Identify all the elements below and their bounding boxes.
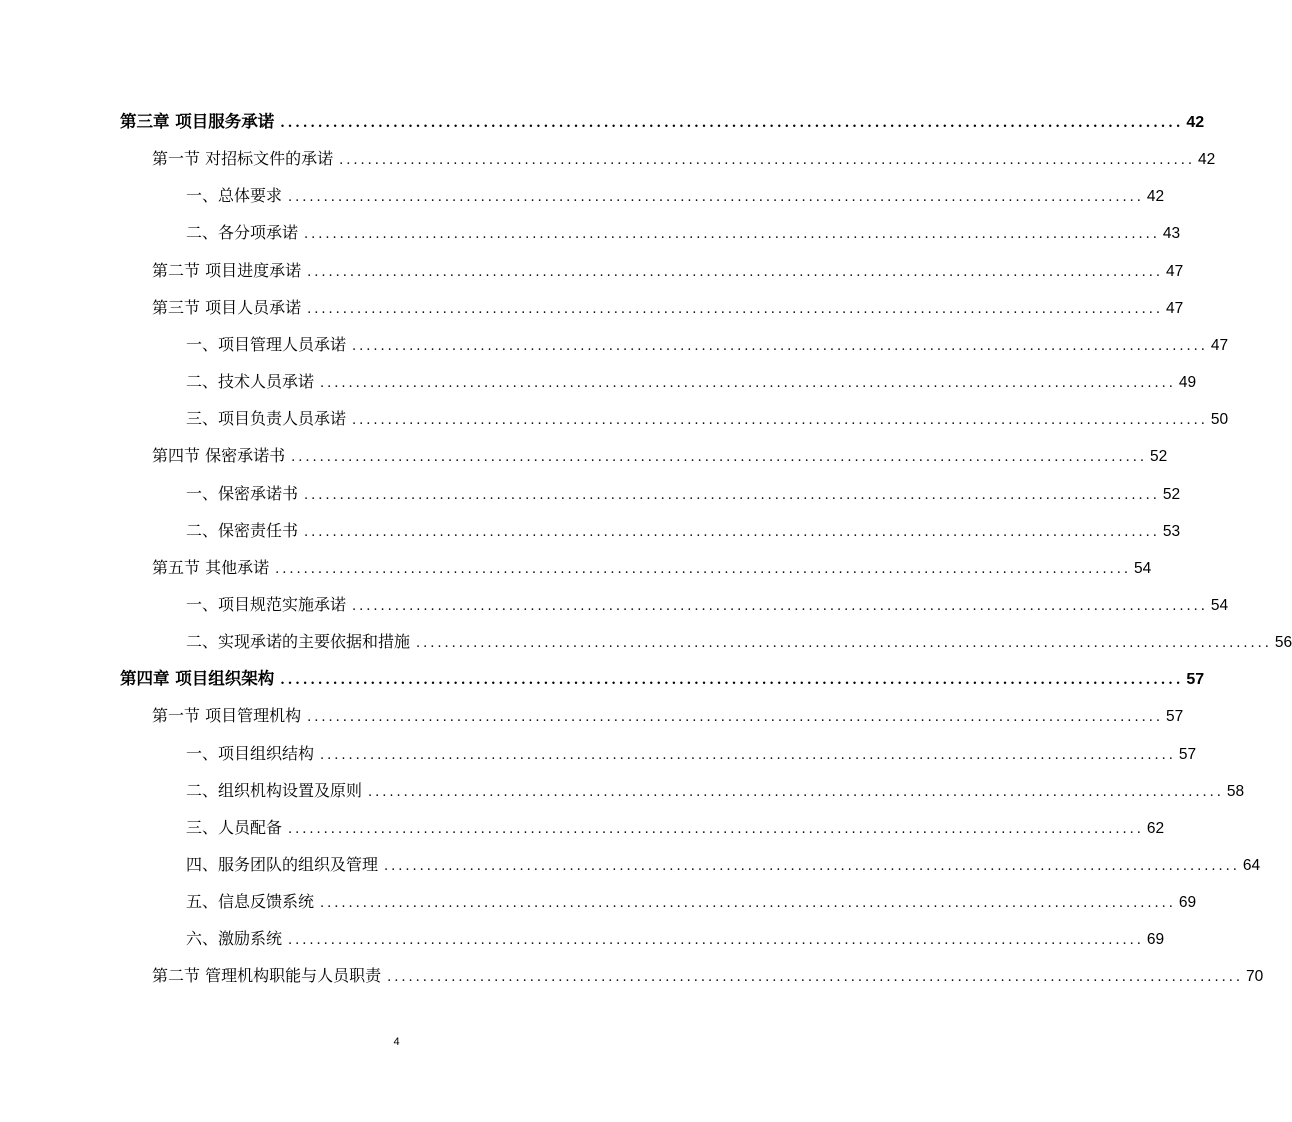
toc-entry-label: 一、项目规范实施承诺 xyxy=(186,594,347,614)
toc-entry-label: 第二节 管理机构职能与人员职责 xyxy=(152,966,382,986)
toc-leader-dots: ........................................................................................................................ xyxy=(275,561,1131,577)
toc-entry-label: 六、激励系统 xyxy=(186,929,283,949)
toc-entry-page-number: 43 xyxy=(1162,225,1181,243)
toc-entry-page-number: 52 xyxy=(1162,485,1181,503)
toc-entry-page-number: 64 xyxy=(1242,857,1261,874)
toc-subsection-entry[interactable] xyxy=(186,219,1181,247)
toc-chapter-entry[interactable] xyxy=(120,108,1205,136)
toc-leader-dots: ........................................................................................................................ xyxy=(288,821,1144,837)
toc-entry-label: 第二节 项目进度承诺 xyxy=(152,260,302,280)
toc-leader-dots: ........................................................................................................................ xyxy=(384,859,1240,874)
toc-entry-page-number: 57 xyxy=(1165,708,1184,726)
toc-subsection-entry[interactable] xyxy=(186,814,1165,842)
toc-subsection-entry[interactable] xyxy=(186,368,1197,396)
toc-section-entry[interactable] xyxy=(152,702,1184,730)
toc-entry-label: 五、信息反馈系统 xyxy=(186,892,315,912)
toc-entry-label: 第四节 保密承诺书 xyxy=(152,446,286,466)
toc-entry-label: 第四章 项目组织架构 xyxy=(120,669,275,689)
toc-entry-label: 四、服务团队的组织及管理 xyxy=(186,855,379,874)
toc-subsection-entry[interactable] xyxy=(186,591,1229,619)
toc-entry-label: 二、各分项承诺 xyxy=(186,223,299,243)
toc-entry-page-number: 47 xyxy=(1165,299,1184,317)
toc-section-entry[interactable] xyxy=(152,145,1216,173)
toc-subsection-entry[interactable] xyxy=(186,331,1229,359)
toc-subsection-entry[interactable] xyxy=(186,888,1197,916)
toc-entry-label: 二、保密责任书 xyxy=(186,520,299,540)
toc-section-entry[interactable] xyxy=(152,554,1152,582)
toc-leader-dots: ........................................................................................................................ xyxy=(304,524,1160,540)
toc-leader-dots: ........................................................................................................................ xyxy=(288,190,1144,206)
toc-leader-dots: ........................................................................................................................ xyxy=(352,338,1208,354)
toc-leader-dots: ........................................................................................................................ xyxy=(304,487,1160,503)
toc-entry-page-number: 62 xyxy=(1146,819,1165,837)
toc-leader-dots: ........................................................................................................................ xyxy=(304,227,1160,243)
toc-entry-label: 二、实现承诺的主要依据和措施 xyxy=(186,632,411,652)
toc-leader-dots: ........................................................................................................................ xyxy=(307,264,1163,280)
toc-entry-page-number: 57 xyxy=(1178,745,1197,763)
toc-subsection-entry[interactable] xyxy=(186,740,1197,768)
toc-entry-page-number: 49 xyxy=(1178,374,1197,392)
toc-leader-dots: ........................................................................................................................ xyxy=(368,784,1224,800)
toc-entry-label: 一、保密承诺书 xyxy=(186,483,299,503)
page-number: 4 xyxy=(393,1036,400,1048)
toc-leader-dots: ........................................................................................................................ xyxy=(307,301,1163,317)
toc-entry-page-number: 54 xyxy=(1133,559,1152,577)
toc-entry-label: 第五节 其他承诺 xyxy=(152,557,270,577)
toc-entry-page-number: 47 xyxy=(1165,262,1184,280)
toc-leader-dots: ........................................................................................................................ xyxy=(291,450,1147,466)
toc-leader-dots: ........................................................................................................................ xyxy=(352,413,1208,429)
toc-section-entry[interactable] xyxy=(152,962,1264,990)
toc-entry-label: 二、组织机构设置及原则 xyxy=(186,780,363,800)
toc-entry-label: 第三节 项目人员承诺 xyxy=(152,297,302,317)
toc-entry-page-number: 50 xyxy=(1210,411,1229,429)
toc-leader-dots: ........................................................................................................................ xyxy=(416,636,1272,652)
toc-leader-dots: ........................................................................................................................ xyxy=(307,710,1163,726)
toc-entry-page-number: 47 xyxy=(1210,336,1229,354)
toc-subsection-entry[interactable] xyxy=(186,925,1165,953)
toc-entry-page-number: 57 xyxy=(1186,671,1205,689)
toc-subsection-entry[interactable] xyxy=(186,405,1229,433)
toc-entry-page-number: 42 xyxy=(1197,151,1216,169)
toc-entry-label: 一、总体要求 xyxy=(186,186,283,206)
toc-entry-page-number: 42 xyxy=(1146,188,1165,206)
toc-leader-dots: ........................................................................................................................ xyxy=(320,376,1176,392)
toc-entry-label: 一、项目组织结构 xyxy=(186,743,315,763)
toc-section-entry[interactable] xyxy=(152,294,1184,322)
toc-entry-label: 第三章 项目服务承诺 xyxy=(120,112,275,131)
toc-entry-page-number: 54 xyxy=(1210,596,1229,614)
toc-entry-label: 三、人员配备 xyxy=(186,817,283,837)
toc-leader-dots: ........................................................................................................................ xyxy=(280,673,1184,689)
toc-subsection-entry[interactable] xyxy=(186,480,1181,508)
toc-entry-page-number: 53 xyxy=(1162,522,1181,540)
toc-entry-page-number: 42 xyxy=(1186,114,1205,131)
toc-entry-page-number: 56 xyxy=(1274,634,1292,652)
toc-subsection-entry[interactable] xyxy=(186,517,1181,545)
toc-entry-page-number: 69 xyxy=(1178,894,1197,912)
toc-leader-dots: ........................................................................................................................ xyxy=(339,153,1195,169)
toc-subsection-entry[interactable] xyxy=(186,777,1245,805)
toc-section-entry[interactable] xyxy=(152,442,1168,470)
toc-leader-dots: ........................................................................................................................ xyxy=(288,933,1144,949)
toc-entry-label: 一、项目管理人员承诺 xyxy=(186,334,347,354)
toc-section-entry[interactable] xyxy=(152,257,1184,285)
toc-entry-page-number: 70 xyxy=(1245,968,1264,986)
toc-leader-dots: ........................................................................................................................ xyxy=(320,896,1176,912)
toc-entry-label: 三、项目负责人员承诺 xyxy=(186,409,347,429)
toc-leader-dots: ........................................................................................................................ xyxy=(352,598,1208,614)
toc-leader-dots: ........................................................................................................................ xyxy=(280,116,1184,131)
toc-entry-page-number: 52 xyxy=(1149,448,1168,466)
toc-chapter-entry[interactable] xyxy=(120,665,1205,693)
toc-leader-dots: ........................................................................................................................ xyxy=(387,970,1243,986)
toc-entry-label: 第一节 对招标文件的承诺 xyxy=(152,149,334,169)
toc-subsection-entry[interactable] xyxy=(186,851,1261,879)
toc-subsection-entry[interactable] xyxy=(186,628,1292,656)
toc-leader-dots: ........................................................................................................................ xyxy=(320,747,1176,763)
toc-entry-page-number: 58 xyxy=(1226,782,1245,800)
toc-entry-label: 二、技术人员承诺 xyxy=(186,372,315,392)
toc-entry-label: 第一节 项目管理机构 xyxy=(152,706,302,726)
toc-subsection-entry[interactable] xyxy=(186,182,1165,210)
toc-entry-page-number: 69 xyxy=(1146,931,1165,949)
